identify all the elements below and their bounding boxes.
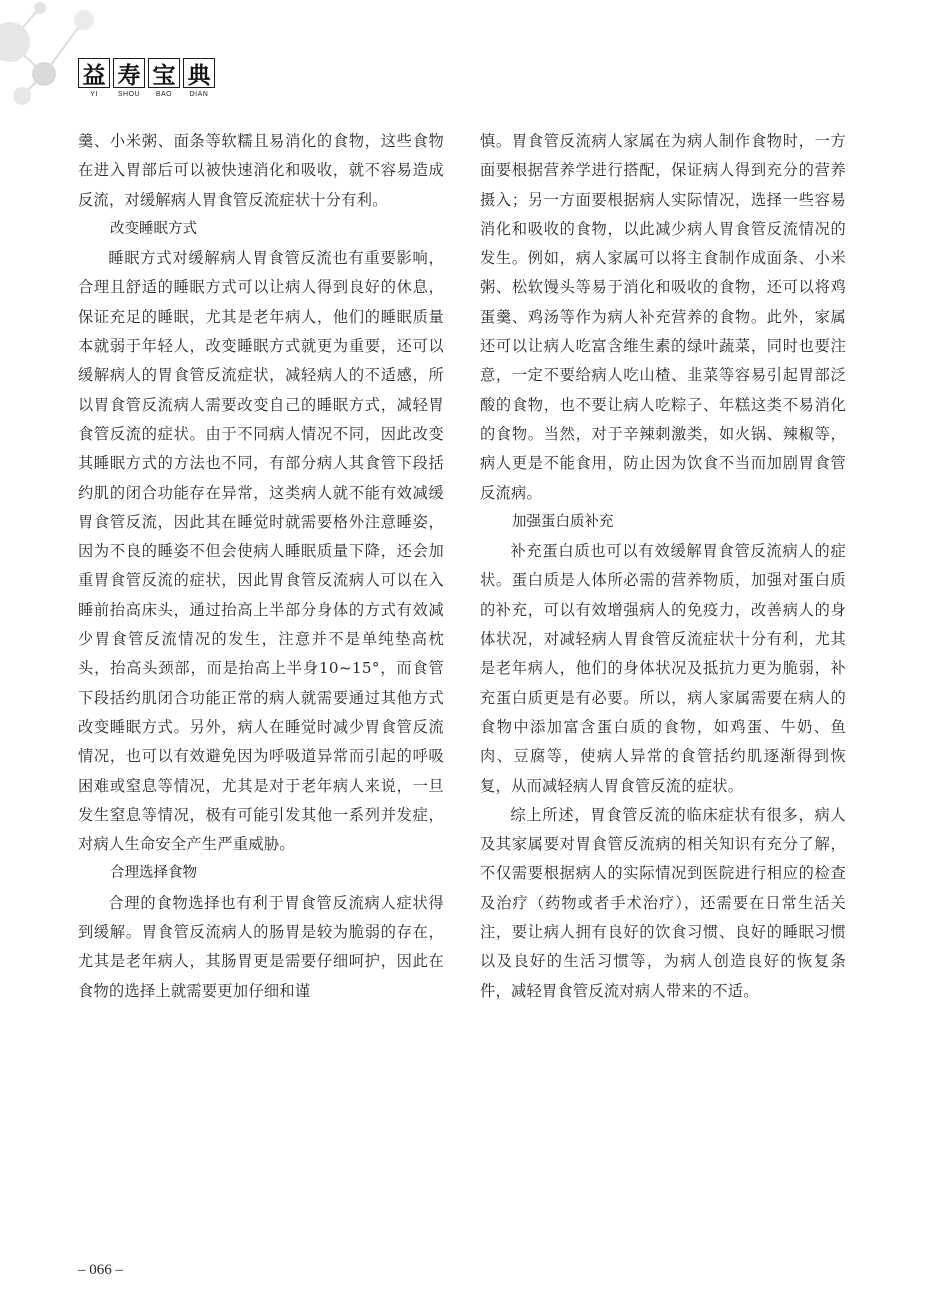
paragraph: 补充蛋白质也可以有效缓解胃食管反流病人的症状。蛋白质是人体所必需的营养物质，加强对蛋白质的补充，可以有效增强病人的免疫力，改善病人的身体状况，对减轻病人胃食管反流症状十分有利，尤其是老年病人，他们的身体状况及抵抗力更为脆弱，补充蛋白质更是有必要。所以，病人家属需要在病人的食物中添加富含蛋白质的食物，如鸡蛋、牛奶、鱼肉、豆腐等，使病人异常的食管括约肌逐渐得到恢复，从而减轻病人胃食管反流的症状。 [480, 542, 846, 795]
paragraph: 慎。胃食管反流病人家属在为病人制作食物时，一方面要根据营养学进行搭配，保证病人得到充分的营养摄入；另一方面要根据病人实际情况，选择一些容易消化和吸收的食物，以此减少病人胃食管反流情况的发生。例如，病人家属可以将主食制作成面条、小米粥、松软馒头等易于消化和吸收的食物，还可以将鸡蛋羹、鸡汤等作为病人补充营养的食物。此外，家属还可以让病人吃富含维生素的绿叶蔬菜，同时也要注意，一定不要给病人吃山楂、韭菜等容易引起胃部泛酸的食物，也不要让病人吃粽子、年糕这类不易消化的食物。当然，对于辛辣刺激类，如火锅、辣椒等，病人更是不能食用，防止因为饮食不当而加剧胃食管反流病。 [480, 132, 846, 502]
paragraph: 睡眠方式对缓解病人胃食管反流也有重要影响，合理且舒适的睡眠方式可以让病人得到良好的休息，保证充足的睡眠，尤其是老年病人，他们的睡眠质量本就弱于年轻人，改变睡眠方式就更为重要，还可以缓解病人的胃食管反流症状，减轻病人的不适感，所以胃食管反流病人需要改变自己的睡眠方式，减轻胃食管反流的症状。由于不同病人情况不同，因此改变其睡眠方式的方法也不同，有部分病人其食管下段括约肌的闭合功能存在异常，这类病人就不能有效减缓胃食管反流，因此其在睡觉时就需要格外注意睡姿，因为不良的睡姿不但会使病人睡眠质量下降，还会加重胃食管反流的症状，因此胃食管反流病人可以在入睡前抬高床头，通过抬高上半部分身体的方式有效减少胃食管反流情况的发生，注意并不是单纯垫高枕头，抬高头颈部，而是抬高上半身10~15°，而食管下段括约肌闭合功能正常的病人就需要通过其他方式改变睡眠方式。另外，病人在睡觉时减少胃食管反流情况，也可以有效避免因为呼吸道异常而引起的呼吸困难或窒息等情况，尤其是对于老年病人来说，一旦发生窒息等情况，极有可能引发其他一系列并发症，对病人生命安全产生严重威胁。 [78, 249, 444, 854]
logo-pinyin: YI [90, 91, 98, 98]
logo-pinyin: BAO [155, 91, 173, 98]
section-heading: 合理选择食物 [110, 865, 197, 882]
logo-char: 益 [78, 58, 110, 88]
logo-char: 宝 [148, 58, 180, 88]
logo-char: 典 [183, 58, 215, 88]
page-number: – 066 – [78, 1262, 123, 1278]
right-column [480, 127, 846, 1006]
logo-pinyin: DIAN [189, 91, 209, 98]
paragraph: 羹、小米粥、面条等软糯且易消化的食物，这些食物在进入胃部后可以被快速消化和吸收，就不容易造成反流，对缓解病人胃食管反流症状十分有利。 [78, 132, 444, 209]
paragraph: 合理的食物选择也有利于胃食管反流病人症状得到缓解。胃食管反流病人的肠胃是较为脆弱的存在，尤其是老年病人，其肠胃更是需要仔细呵护，因此在食物的选择上就需要更加仔细和谨 [78, 893, 444, 1000]
logo-pinyin: SHOU [117, 91, 141, 98]
magazine-logo [78, 58, 215, 98]
logo-char: 寿 [113, 58, 145, 88]
section-heading: 改变睡眠方式 [110, 220, 197, 237]
left-column [78, 127, 444, 1006]
section-heading: 加强蛋白质补充 [512, 513, 614, 530]
paragraph: 综上所述，胃食管反流的临床症状有很多，病人及其家属要对胃食管反流病的相关知识有充分了解，不仅需要根据病人的实际情况到医院进行相应的检查及治疗（药物或者手术治疗），还需要在日常生活关注，要让病人拥有良好的饮食习惯、良好的睡眠习惯以及良好的生活习惯等，为病人创造良好的恢复条件，减轻胃食管反流对病人带来的不适。 [480, 805, 846, 1000]
